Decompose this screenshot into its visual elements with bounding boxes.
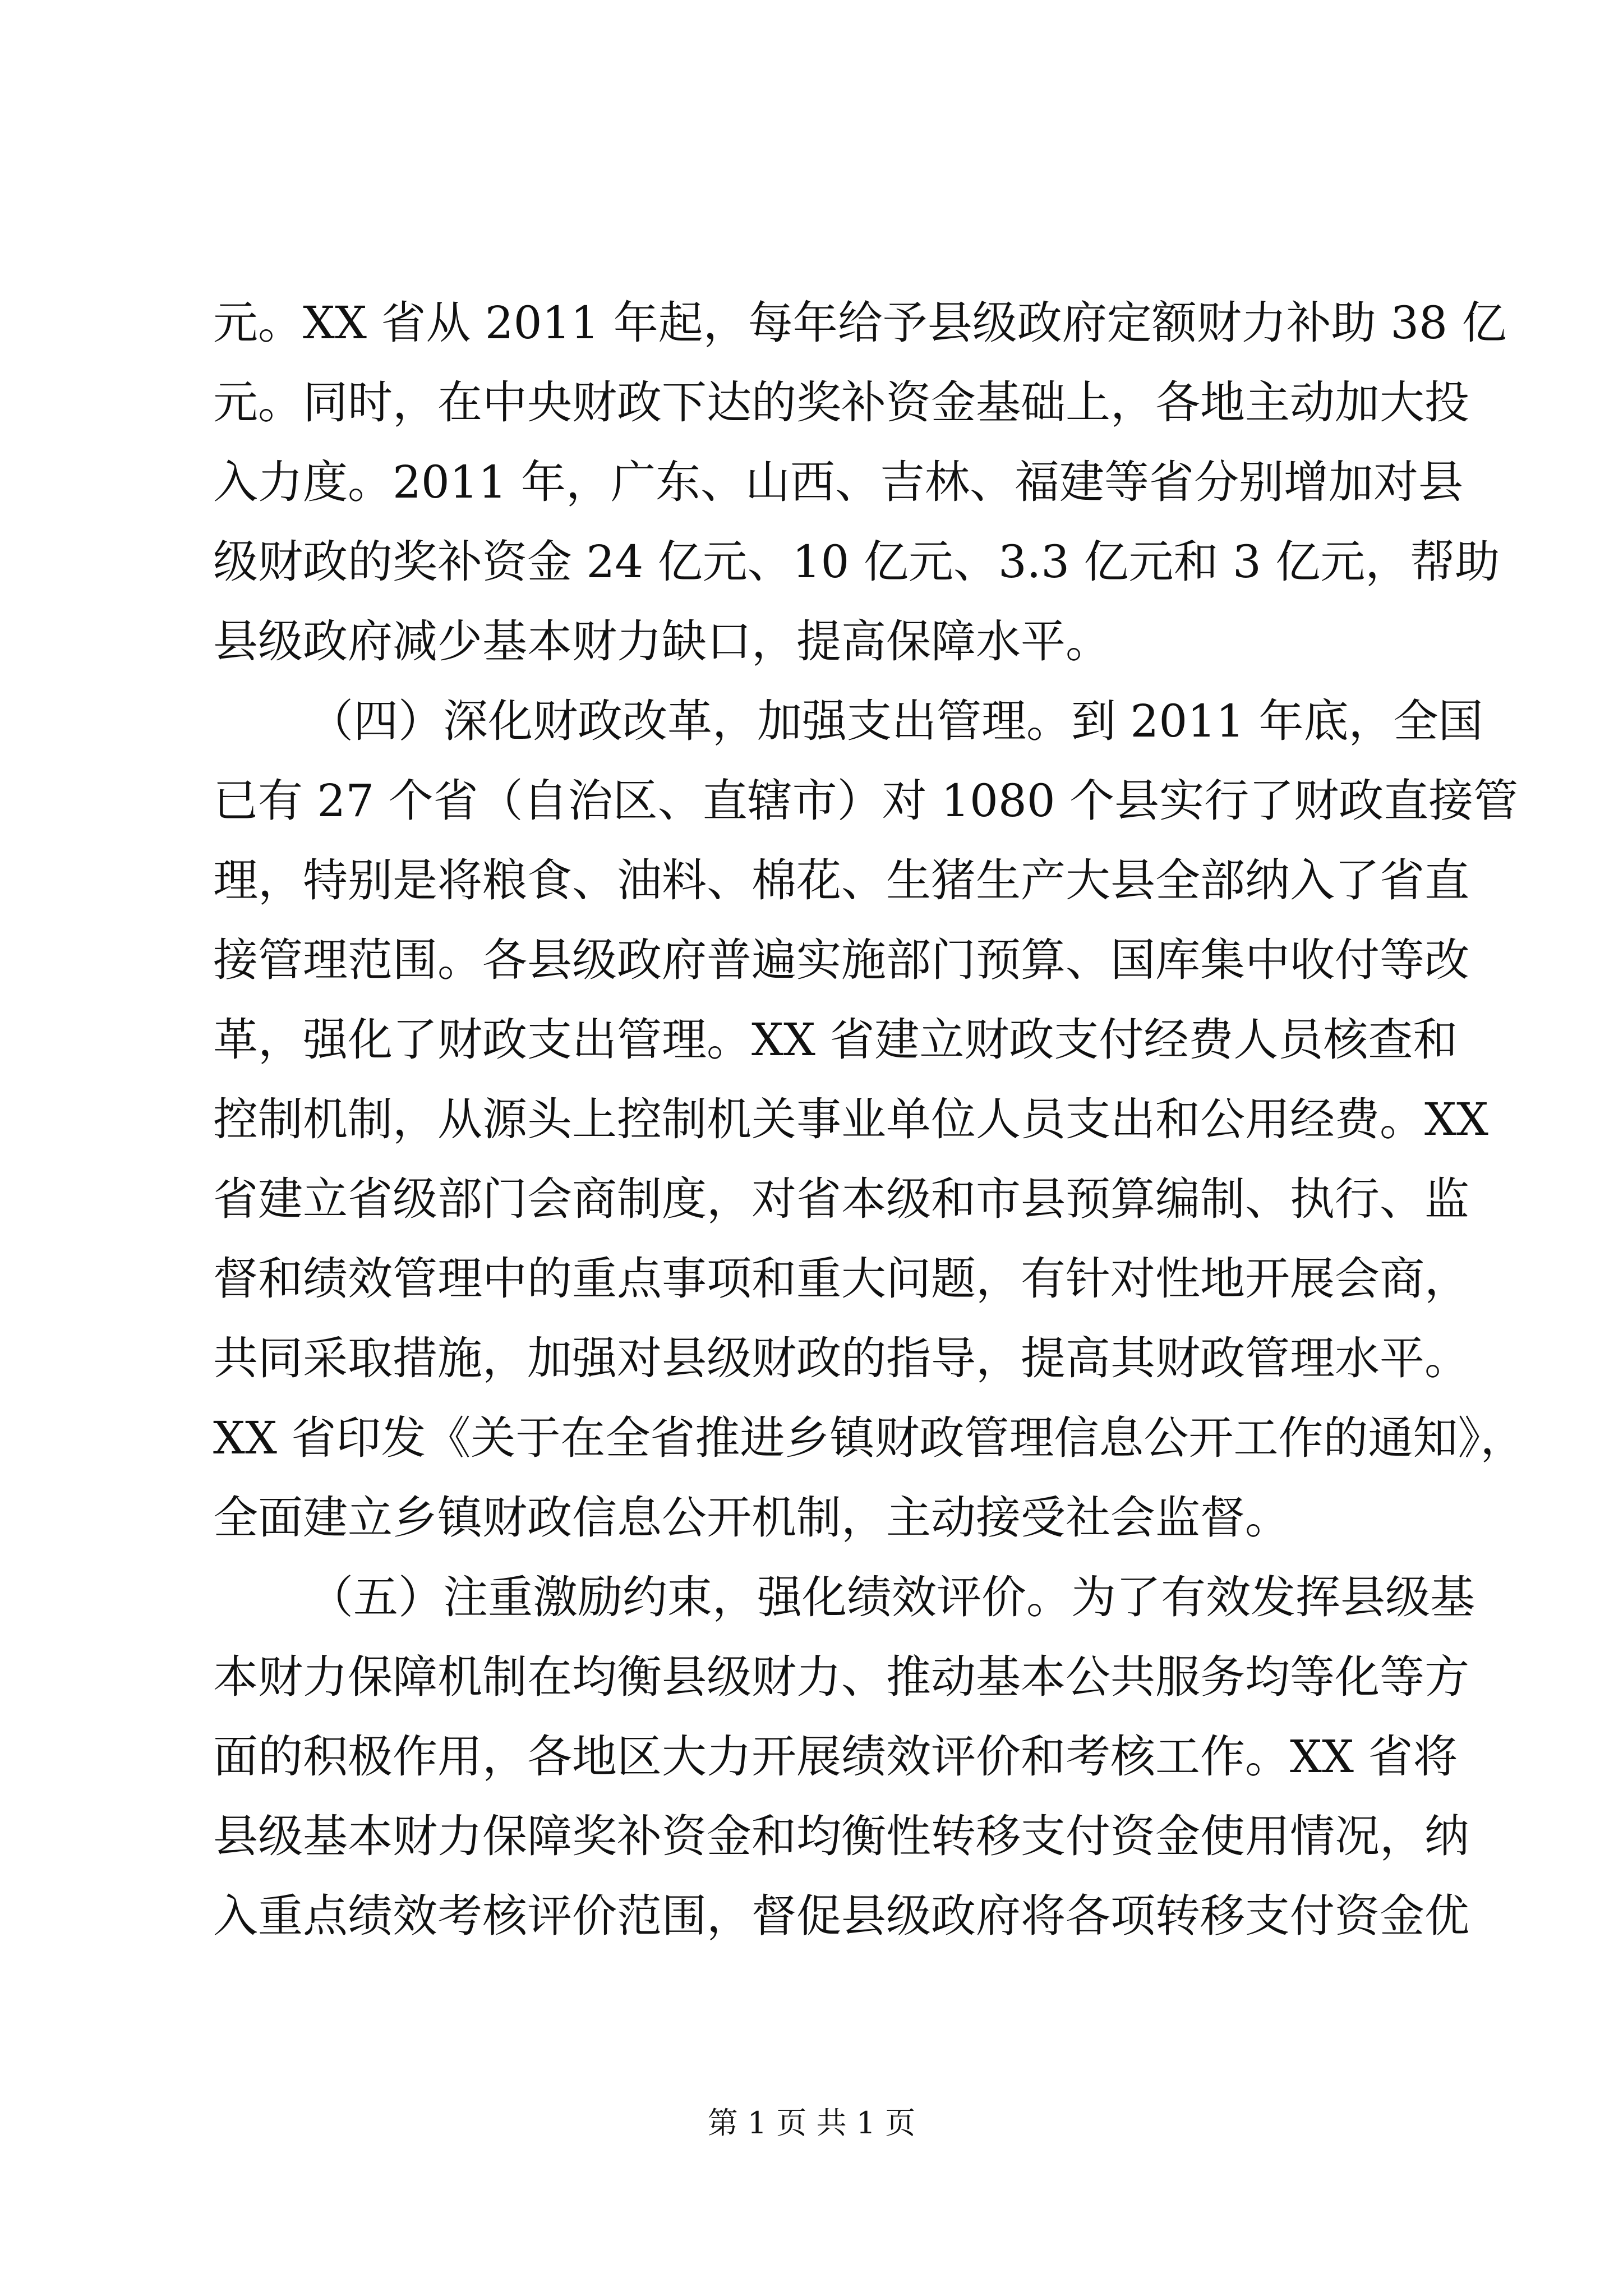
text-line: 革，强化了财政支出管理。XX 省建立财政支付经费人员核查和 [213, 1014, 1458, 1066]
text-line: 全面建立乡镇财政信息公开机制，主动接受社会监督。 [213, 1492, 1290, 1544]
text-line: 本财力保障机制在均衡县级财力、推动基本公共服务均等化等方 [213, 1651, 1469, 1703]
text-line: 县级政府减少基本财力缺口，提高保障水平。 [213, 615, 1110, 668]
text-line: 元。XX 省从 2011 年起，每年给予县级政府定额财力补助 38 亿 [213, 297, 1507, 349]
text-line: 已有 27 个省（自治区、直辖市）对 1080 个县实行了财政直接管 [213, 775, 1519, 827]
text-line: 理，特别是将粮食、油料、棉花、生猪生产大县全部纳入了省直 [213, 854, 1469, 907]
text-line: 级财政的奖补资金 24 亿元、10 亿元、3.3 亿元和 3 亿元，帮助 [213, 536, 1500, 588]
body-text [213, 283, 1525, 1956]
text-line: XX 省印发《关于在全省推进乡镇财政管理信息公开工作的通知》， [213, 1412, 1525, 1464]
page-number: 第 1 页 共 1 页 [707, 2105, 916, 2141]
text-line: 元。同时，在中央财政下达的奖补资金基础上，各地主动加大投 [213, 376, 1469, 429]
page-footer [0, 2104, 1623, 2143]
text-line: 共同采取措施，加强对县级财政的指导，提高其财政管理水平。 [213, 1332, 1469, 1384]
text-line: 面的积极作用，各地区大力开展绩效评价和考核工作。XX 省将 [213, 1731, 1458, 1783]
text-line: 入力度。2011 年，广东、山西、吉林、福建等省分别增加对县 [213, 456, 1464, 508]
text-line: 接管理范围。各县级政府普遍实施部门预算、国库集中收付等改 [213, 934, 1469, 986]
text-line: 控制机制，从源头上控制机关事业单位人员支出和公用经费。XX [213, 1093, 1488, 1145]
text-line: 入重点绩效考核评价范围，督促县级政府将各项转移支付资金优 [213, 1890, 1469, 1942]
section-heading-line: （五）注重激励约束，强化绩效评价。为了有效发挥县级基 [308, 1571, 1475, 1623]
text-line: 县级基本财力保障奖补资金和均衡性转移支付资金使用情况，纳 [213, 1810, 1469, 1862]
section-heading-line: （四）深化财政改革，加强支出管理。到 2011 年底，全国 [308, 695, 1483, 747]
text-line: 省建立省级部门会商制度，对省本级和市县预算编制、执行、监 [213, 1173, 1469, 1225]
text-line: 督和绩效管理中的重点事项和重大问题，有针对性地开展会商， [213, 1253, 1469, 1305]
